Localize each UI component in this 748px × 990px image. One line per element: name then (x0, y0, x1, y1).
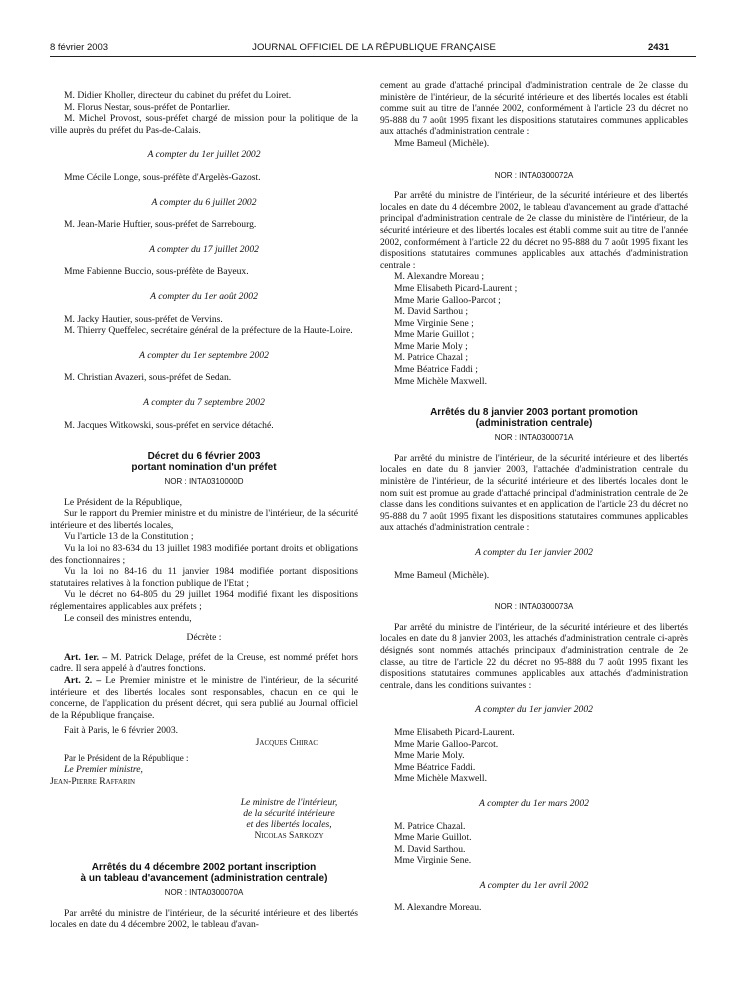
header-rule (50, 56, 696, 57)
effective-date: A compter du 1er mars 2002 (479, 797, 589, 809)
nomination-line: M. Didier Kholler, directeur du cabinet du préfet du Loiret. (64, 90, 292, 101)
decree-paragraph: Vu l'article 13 de la Constitution ; (64, 531, 194, 543)
decree-paragraph: Vu la loi no 84-16 du 11 janvier 1984 modifiée portant dispositions statutaires relatives à la fonction publique de l'Etat ; (50, 566, 358, 589)
article-2 (50, 675, 358, 721)
nor-reference: NOR : INTA0300072A (494, 170, 574, 180)
list-item: M. David Sarthou. (394, 843, 466, 855)
nomination-line: M. Jacques Witkowski, sous-préfet en service détaché. (64, 419, 274, 431)
header-date: 8 février 2003 (50, 42, 109, 53)
promoted-name: Mme Bameul (Michèle). (394, 569, 490, 581)
effective-date: A compter du 6 juillet 2002 (151, 196, 257, 208)
arrete-paragraph: Par arrêté du ministre de l'intérieur, de la sécurité intérieure et des libertés locales en date du 8 janvier 2003, les attachés d'administration centrale ci-après désignés sont nommés attachés principaux d'administration centrale de 2e classe, au titre de l'article 22 du décret no 95-888 du 7 août 1995 fixant les dispositions statutaires communes applicables aux attachés d'administration centrale, dans les conditions suivantes : (380, 621, 688, 691)
article-label: Art. 2. – (64, 675, 102, 686)
nomination-line: M. Michel Provost, sous-préfet chargé de mission pour la politique de la ville auprès du préfet du Pas-de-Calais. (50, 113, 358, 136)
nor-reference: NOR : INTA0300070A (164, 887, 244, 897)
article-text: M. Patrick Delage, préfet de la Creuse, est nommé préfet hors cadre. Il sera appelé à d'autres fonctions. (50, 651, 358, 675)
arrete-paragraph: Par arrêté du ministre de l'intérieur, de la sécurité intérieure et des libertés locales en date du 4 décembre 2002, le tableau d'avancement au grade d'attaché principal d'administration centrale de 2e classe du ministère de l'intérieur, de la sécurité intérieure et des libertés locales est établi comme suit au titre de l'année 2002, conformément à l'article 22 du décret no 95-888 du 7 août 1995 fixant les dispositions statutaires communes applicables aux attachés d'administration centrale : (380, 190, 688, 271)
list-item: M. David Sarthou ; (394, 306, 469, 318)
left-column (50, 90, 358, 931)
decrete-heading: Décrète : (186, 632, 222, 644)
article-label: Art. 1er. – (64, 651, 108, 663)
right-column (380, 80, 688, 914)
minister-signature-block (220, 797, 358, 842)
decree-paragraph: Le conseil des ministres entendu, (64, 612, 192, 624)
nomination-line: M. Christian Avazeri, sous-préfet de Sedan. (64, 372, 232, 384)
arretes-title: Arrêtés du 4 décembre 2002 portant inscription à un tableau d'avancement (administration centrale) (80, 861, 328, 884)
nomination-line: Mme Fabienne Buccio, sous-préfète de Bayeux. (64, 266, 249, 278)
list-item: M. Patrice Chazal. (394, 820, 466, 832)
list-item: Mme Michèle Maxwell. (394, 375, 487, 387)
arretes-title: Arrêtés du 8 janvier 2003 portant promotion (administration centrale) (430, 407, 638, 430)
signature-place-date: Fait à Paris, le 6 février 2003. (64, 725, 179, 737)
list-item: Mme Elisabeth Picard-Laurent ; (394, 282, 518, 294)
effective-date: A compter du 1er janvier 2002 (475, 547, 593, 558)
effective-date: A compter du 17 juillet 2002 (149, 243, 259, 255)
list-item: Mme Michèle Maxwell. (394, 773, 487, 785)
list-item: Mme Marie Moly. (394, 750, 465, 762)
article-text: Le Premier ministre et le ministre de l'intérieur, de la sécurité intérieure et des libertés locales sont responsables, chacun en ce qui le concerne, de l'application du présent décret, qui sera publié au Journal officiel de la République française. (50, 675, 358, 721)
pm-title: Le Premier ministre, (64, 764, 143, 776)
promoted-name: Mme Bameul (Michèle). (394, 137, 490, 149)
list-item: Mme Béatrice Faddi ; (394, 364, 478, 376)
arrete-paragraph: cement au grade d'attaché principal d'administration centrale de 2e classe du ministère de l'intérieur, de la sécurité intérieure et des libertés locales est établi comme suit au titre de l'année 2002, conformément à l'article 23 du décret no 95-888 du 7 août 1995 fixant les dispositions statutaires communes applicables aux attachés d'administration centrale : (380, 80, 688, 138)
effective-date: A compter du 1er août 2002 (150, 290, 258, 302)
list-item: Mme Marie Galloo-Parcot. (394, 738, 499, 750)
nor-reference: NOR : INTA0300071A (494, 433, 574, 443)
promotion-list (380, 727, 688, 785)
list-item: M. Alexandre Moreau ; (394, 271, 485, 283)
effective-date: A compter du 1er juillet 2002 (147, 149, 261, 161)
decree-paragraph: Le Président de la République, (64, 496, 183, 508)
nor-reference: NOR : INTA0300073A (494, 602, 574, 612)
decree-paragraph: Vu la loi no 83-634 du 13 juillet 1983 modifiée portant droits et obligations des fonctionnaires ; (50, 543, 358, 566)
president-signature: Jacques Chirac (255, 736, 318, 748)
list-item: Mme Marie Guillot. (394, 832, 472, 844)
list-item: Mme Virginie Sene ; (394, 317, 474, 329)
promotion-list (380, 271, 688, 387)
arrete-paragraph: Par arrêté du ministre de l'intérieur, de la sécurité intérieure et des libertés locales en date du 4 décembre 2002, le tableau d'avan- (50, 907, 358, 931)
list-item: Mme Béatrice Faddi. (394, 761, 476, 773)
page-header (0, 42, 748, 54)
minister-name: Nicolas Sarkozy (254, 830, 324, 842)
page-number: 2431 (648, 42, 670, 53)
promoted-name: M. Alexandre Moreau. (394, 902, 482, 914)
effective-date: A compter du 1er janvier 2002 (475, 704, 593, 716)
decree-paragraph: Sur le rapport du Premier ministre et du ministre de l'intérieur, de la sécurité intérieure et des libertés locales, (50, 508, 358, 531)
nomination-line: M. Jacky Hautier, sous-préfet de Vervins. (64, 313, 223, 325)
header-title: JOURNAL OFFICIEL DE LA RÉPUBLIQUE FRANÇAISE (252, 42, 496, 53)
list-item: M. Patrice Chazal ; (394, 352, 469, 364)
nomination-line: M. Thierry Queffelec, secrétaire général de la préfecture de la Haute-Loire. (64, 325, 353, 337)
list-item: Mme Marie Moly ; (394, 340, 468, 352)
promotion-list (380, 821, 688, 867)
decree-paragraph: Vu le décret no 64-805 du 29 juillet 1964 modifié fixant les dispositions réglementaires applicables aux préfets ; (50, 589, 358, 613)
decree-title: Décret du 6 février 2003 portant nomination d'un préfet (131, 451, 277, 474)
article-1 (50, 652, 358, 675)
list-item: Mme Marie Guillot ; (394, 329, 475, 341)
nomination-line: M. Jean-Marie Huftier, sous-préfet de Sarrebourg. (64, 219, 257, 231)
list-item: Mme Marie Galloo-Parcot ; (394, 294, 501, 306)
arrete-paragraph: Par arrêté du ministre de l'intérieur, de la sécurité intérieure et des libertés locales en date du 8 janvier 2003, l'attachée d'administration centrale du ministère de l'intérieur, de la sécurité intérieure et des libertés locales dont le nom suit est promue au grade d'attaché principal d'administration centrale de 2e classe dans les conditions suivantes et en application de l'article 23 du décret no 95-888 du 7 août 1995 fixant les dispositions statutaires communes applicables aux attachés d'administration centrale : (380, 452, 688, 534)
nomination-line: Mme Cécile Longe, sous-préfète d'Argelès-Gazost. (64, 171, 261, 183)
list-item: Mme Virginie Sene. (394, 855, 472, 867)
effective-date: A compter du 1er septembre 2002 (139, 349, 269, 361)
par-le-president: Par le Président de la République : (64, 752, 189, 763)
list-item: Mme Elisabeth Picard-Laurent. (394, 726, 515, 738)
effective-date: A compter du 1er avril 2002 (479, 879, 589, 891)
nomination-line: M. Florus Nestar, sous-préfet de Pontarlier. (64, 101, 230, 113)
minister-title: Le ministre de l'intérieur, de la sécurité intérieure et des libertés locales, (240, 797, 338, 831)
pm-name: Jean-Pierre Raffarin (50, 775, 136, 787)
effective-date: A compter du 7 septembre 2002 (143, 396, 265, 408)
nor-reference: NOR : INTA0310000D (164, 477, 244, 487)
